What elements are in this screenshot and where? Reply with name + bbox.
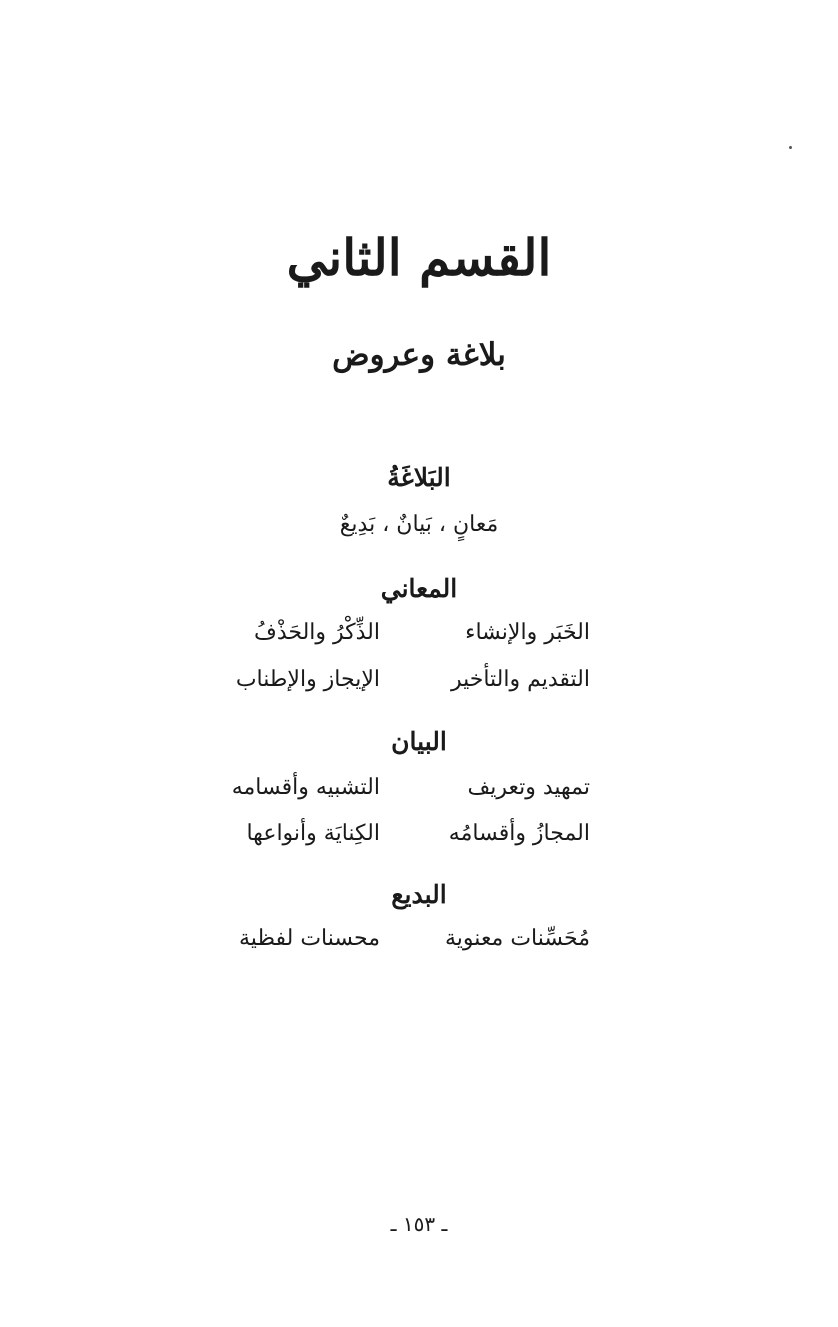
section-heading-balagha: البَلاغَةُ	[387, 463, 451, 492]
scan-speck	[789, 146, 792, 149]
topic-row	[0, 664, 838, 698]
topic-item: تمهيد وتعريف	[467, 775, 590, 800]
page-number: ـ ١٥٣ ـ	[390, 1212, 448, 1236]
topic-item: التقديم والتأخير	[450, 667, 590, 692]
topic-item: مُحَسِّنات معنوية	[445, 926, 590, 951]
topic-item: الإيجاز والإطناب	[235, 667, 380, 692]
topic-item: الكِنايَة وأنواعها	[246, 821, 380, 846]
topic-item: الخَبَر والإنشاء	[465, 620, 590, 645]
topic-row	[0, 818, 838, 852]
topic-item: محسنات لفظية	[239, 926, 380, 951]
topic-item: المجازُ وأقسامُه	[448, 821, 590, 846]
topic-item: الذِّكْرُ والحَذْفُ	[254, 620, 380, 645]
section-heading-badi: البديع	[391, 880, 447, 909]
part-title: القسم الثاني	[286, 228, 552, 287]
balagha-branches: مَعانٍ ، بَيانٌ ، بَدِيعٌ	[339, 512, 499, 537]
topic-row	[0, 772, 838, 806]
topic-row	[0, 923, 838, 957]
part-subtitle: بلاغة وعروض	[332, 337, 506, 373]
section-heading-bayan: البيان	[391, 727, 447, 756]
topic-row	[0, 617, 838, 651]
section-heading-maani: المعاني	[380, 574, 458, 603]
topic-item: التشبيه وأقسامه	[231, 775, 380, 800]
